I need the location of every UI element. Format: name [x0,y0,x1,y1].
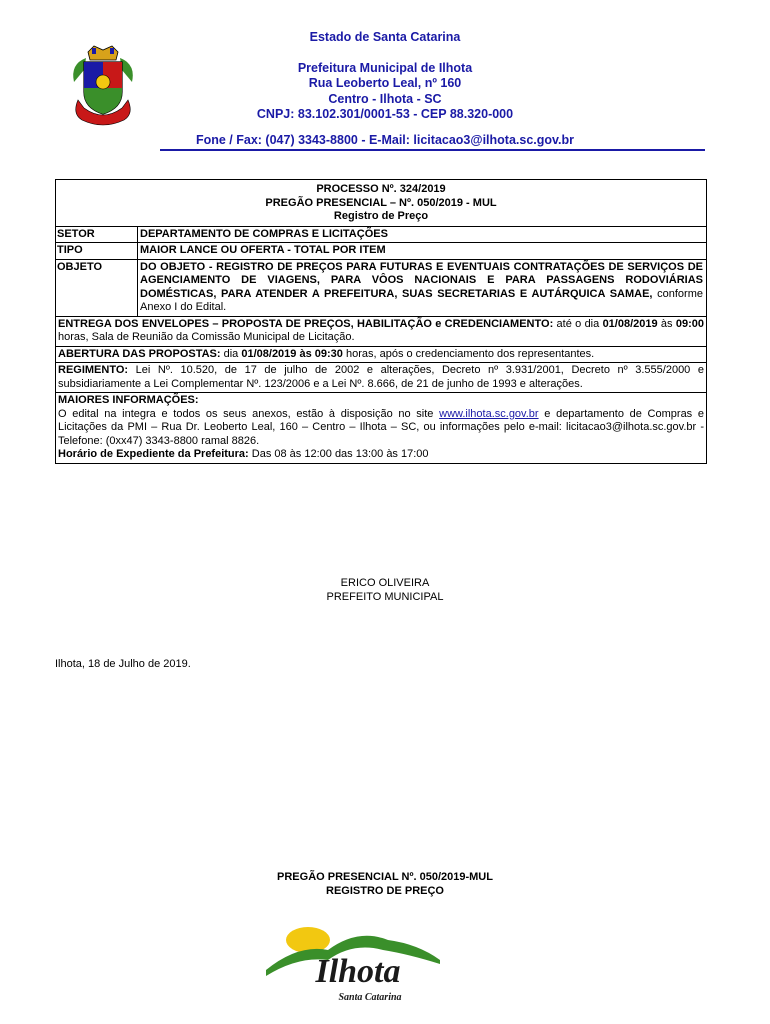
footer-pregao: PREGÃO PRESENCIAL Nº. 050/2019-MUL [277,871,493,883]
prefecture-cnpj: CNPJ: 83.102.301/0001-53 - CEP 88.320-000 [256,107,514,121]
setor-row [56,226,706,243]
ilhota-logo-icon [258,920,448,1010]
entrega-time: 09:00 [675,317,704,330]
registro-label: Registro de Preço [333,210,429,222]
signature-block [0,576,770,604]
tipo-label: TIPO [56,243,138,259]
regimento-row [56,362,706,392]
prefecture-address: Rua Leoberto Leal, nº 160 [308,76,462,90]
notice-heading [56,180,706,226]
abertura-text2: horas, após o credenciamento dos representantes. [342,347,595,360]
info-label: MAIORES INFORMAÇÕES: [58,394,199,406]
signer-name: ERICO OLIVEIRA [340,577,430,589]
entrega-row [56,316,706,346]
ilhota-logo-text: Ilhota [315,953,401,990]
letterhead [0,30,770,123]
horario-line [58,448,704,462]
abertura-label: ABERTURA DAS PROPOSTAS: [58,347,221,360]
setor-value: DEPARTAMENTO DE COMPRAS E LICITAÇÕES [140,227,388,240]
tipo-value: MAIOR LANCE OU OFERTA - TOTAL POR ITEM [140,244,386,256]
regimento-text: Lei Nº. 10.520, de 17 de julho de 2002 e alterações, Decreto nº 3.931/2001, Decreto nº 3.555/2000 e subsidiariamente a Lei Complementar Nº. 123/2006 e a Lei Nº. 8.666, de 21 de junho de 1993 e alterações. [58,364,704,390]
footer-title [0,870,770,898]
website-link[interactable]: www.ilhota.sc.gov.br [439,407,539,420]
entrega-date: 01/08/2019 [602,317,658,330]
objeto-suffix: conforme Anexo I do Edital. [140,287,703,313]
entrega-text3: horas, Sala de Reunião da Comissão Municipal de Licitação. [58,331,355,343]
setor-label: SETOR [56,227,138,243]
abertura-text1: dia [220,347,242,360]
regimento-label: REGIMENTO: [58,364,129,376]
header-divider [160,149,705,151]
entrega-text1: até o dia [553,317,603,330]
abertura-row [56,346,706,363]
objeto-row [56,259,706,316]
ilhota-logo-subtext: Santa Catarina [338,992,402,1003]
contact-line: Fone / Fax: (047) 3343-8800 - E-Mail: licitacao3@ilhota.sc.gov.br [195,133,575,147]
objeto-text: DO OBJETO - REGISTRO DE PREÇOS PARA FUTURAS E EVENTUAIS CONTRATAÇÕES DE SERVIÇOS DE AGENCIAMENTO DE VIAGENS, PARA VÔOS NACIONAIS E PARA PASSAGENS RODOVIÁRIAS DOMÉSTICAS, PARA ATENDER A PREFEITURA, SUAS SECRETARIAS E AUTÁRQUICA SAMAE, [140,260,703,300]
info-text1: O edital na integra e todos os seus anexos, estão à disposição no site [58,407,440,420]
entrega-text2: às [657,317,676,330]
objeto-label: OBJETO [56,260,138,316]
info-body [58,408,704,449]
notice-table [55,179,707,464]
prefecture-name: Prefeitura Municipal de Ilhota [297,60,473,75]
info-row [56,392,706,463]
state-name: Estado de Santa Catarina [309,30,461,44]
entrega-label: ENTREGA DOS ENVELOPES – PROPOSTA DE PREÇOS, HABILITAÇÃO e CREDENCIAMENTO: [58,317,554,330]
date-line: Ilhota, 18 de Julho de 2019. [55,658,191,670]
signer-role: PREFEITO MUNICIPAL [326,591,444,603]
objeto-value [138,260,706,316]
horario-label: Horário de Expediente da Prefeitura: [58,448,249,460]
abertura-datetime: 01/08/2019 às 09:30 [241,347,343,360]
prefecture-district: Centro - Ilhota - SC [328,91,442,106]
footer-registro: REGISTRO DE PREÇO [326,885,444,897]
horario-text: Das 08 às 12:00 das 13:00 às 17:00 [248,448,429,460]
info-text2: e departamento de Compras e Licitações da PMI – Rua Dr. Leoberto Leal, 160 – Centro – Ilhota – SC, ou informações pelo e-mail: licitacao3@ilhota.sc.gov.br - Telefone: (0xx47) 3343-8800 ramal 8826. [58,407,704,447]
pregao-number: PREGÃO PRESENCIAL – Nº. 050/2019 - MUL [265,196,497,209]
process-number: PROCESSO Nº. 324/2019 [316,183,446,195]
tipo-row [56,242,706,259]
